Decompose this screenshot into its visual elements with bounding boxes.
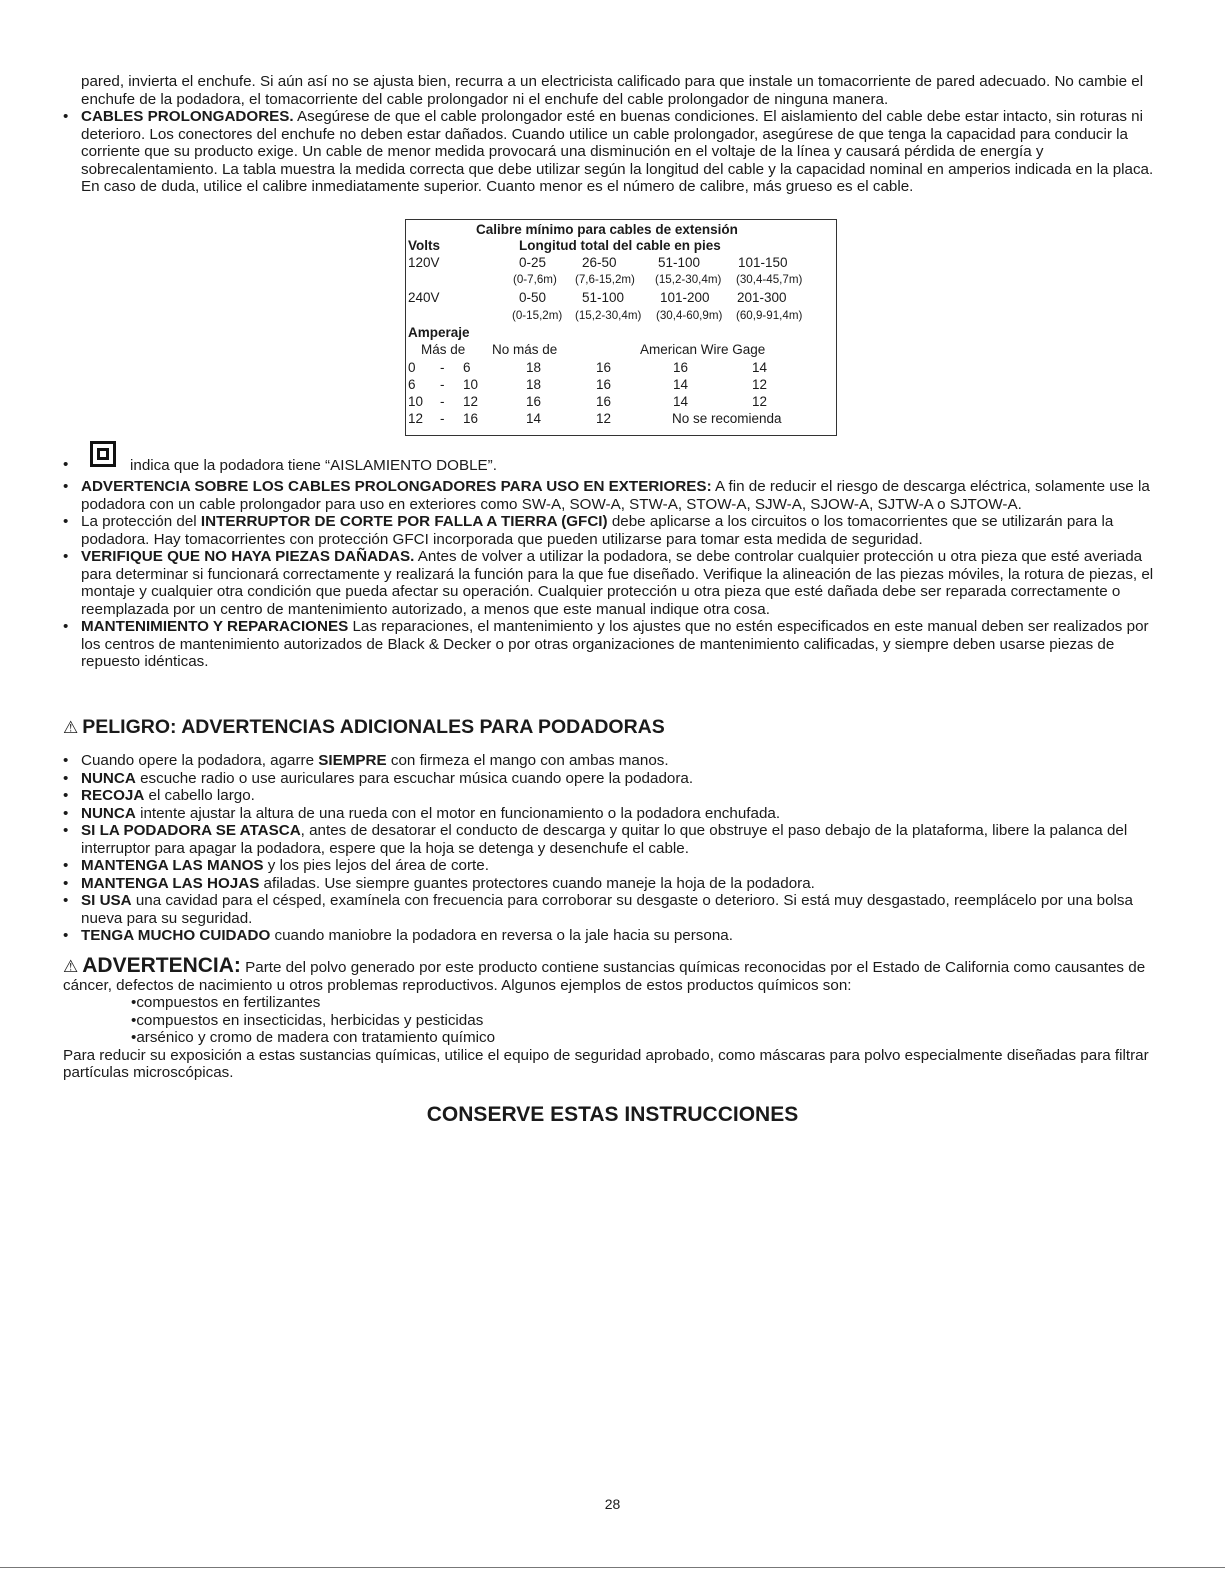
list-item: • NUNCA intente ajustar la altura de una rueda con el motor en funcionamiento o la podadora enchufada. [63, 805, 1166, 823]
table-cell: - [440, 411, 445, 426]
table-cell: 101-150 [738, 255, 788, 270]
table-cell: 18 [526, 360, 542, 375]
table-cell: (0-15,2m) [512, 309, 563, 322]
cables-bullet [63, 108, 1166, 196]
bullet-dot: • [63, 456, 69, 473]
table-cell: 12 [408, 411, 424, 426]
table-cell: 16 [596, 360, 612, 375]
table-cell: 201-300 [737, 290, 787, 305]
intro-paragraph: pared, invierta el enchufe. Si aún así no se ajusta bien, recurra a un electricista calificado para que instale un tomacorriente de pared adecuado. No cambie el enchufe de la podadora, el tomacorriente del cable prolongador ni el enchufe del cable prolongador de ninguna manera. [81, 73, 1144, 108]
volts-label: Volts [408, 238, 441, 253]
length-label: Longitud total del cable en pies [519, 238, 721, 253]
table-cell: 14 [526, 411, 542, 426]
advertencia-closing: Para reducir su exposición a estas sustancias químicas, utilice el equipo de seguridad aprobado, como máscaras para polvo especialmente diseñadas para filtrar partículas microscópicas. [63, 1046, 1149, 1081]
table-cell: (60,9-91,4m) [736, 309, 803, 322]
table-cell: - [440, 394, 445, 409]
table-cell: 16 [526, 394, 542, 409]
v120-label: 120V [408, 255, 440, 270]
table-cell: 14 [673, 394, 689, 409]
double-insulation-text: indica que la podadora tiene “AISLAMIENTO DOBLE”. [130, 457, 497, 474]
table-cell: 14 [752, 360, 768, 375]
table-title: Calibre mínimo para cables de extensión [476, 222, 738, 237]
table-cell: 0 [408, 360, 416, 375]
table-cell: 16 [673, 360, 689, 375]
table-cell: (0-7,6m) [513, 273, 557, 286]
list-item: • arsénico y cromo de madera con tratamiento químico [131, 1029, 1173, 1047]
list-item: • compuestos en insecticidas, herbicidas y pesticidas [131, 1012, 1173, 1030]
table-cell: (15,2-30,4m) [655, 273, 722, 286]
mas-de-header: Más de [421, 342, 466, 357]
list-item: • NUNCA escuche radio o use auriculares para escuchar música cuando opere la podadora. [63, 770, 1166, 788]
table-cell: 26-50 [582, 255, 617, 270]
v240-label: 240V [408, 290, 440, 305]
table-cell: 16 [596, 394, 612, 409]
cables-text: Asegúrese de que el cable prolongador esté en buenas condiciones. El aislamiento del cable debe estar intacto, sin roturas ni deterioro. Los conectores del enchufe no deben estar dañados. Cuando utilice un cable prolongador, asegúrese de que tenga la capacidad para conducir la corriente que su producto exige. Un cable de menor medida provocará una disminución en el voltaje de la línea y causará pérdida de energía y sobrecalentamiento. La tabla muestra la medida correcta que debe utilizar según la longitud del cable y la capacidad nominal en amperios indicada en la placa. En caso de duda, utilice el calibre inmediatamente superior. Cuanto menor es el número de calibre, más grueso es el cable. [81, 108, 1154, 195]
table-cell: 12 [463, 394, 479, 409]
advertencia-title: ADVERTENCIA: [82, 954, 241, 977]
conserve-heading: CONSERVE ESTAS INSTRUCCIONES [426, 1103, 799, 1126]
table-cell: 12 [752, 377, 768, 392]
amperage-label: Amperaje [408, 325, 470, 340]
table-cell: (15,2-30,4m) [575, 309, 642, 322]
double-insulation-icon [90, 441, 116, 467]
table-cell: 6 [463, 360, 471, 375]
list-item: • RECOJA el cabello largo. [63, 787, 1166, 805]
list-item: • SI LA PODADORA SE ATASCA, antes de desatorar el conducto de descarga y quitar lo que obstruye el paso debajo de la plataforma, libere la palanca del interruptor para apagar la podadora, espere que la hoja se detenga y desenchufe el cable. [63, 822, 1166, 857]
page-number: 28 [604, 1496, 621, 1512]
warning-icon: ⚠ [63, 718, 79, 737]
table-cell: (30,4-60,9m) [656, 309, 723, 322]
california-warning [63, 954, 1173, 1082]
table-cell: 0-25 [519, 255, 547, 270]
cables-lead: CABLES PROLONGADORES. [81, 108, 294, 125]
awg-header: American Wire Gage [640, 342, 766, 357]
list-item: • MANTENGA LAS HOJAS afiladas. Use siempre guantes protectores cuando maneje la hoja de la podadora. [63, 875, 1166, 893]
table-cell: 12 [596, 411, 612, 426]
table-cell: (30,4-45,7m) [736, 273, 803, 286]
mower-warnings [63, 752, 1166, 945]
table-cell: 51-100 [658, 255, 701, 270]
table-cell: - [440, 360, 445, 375]
safety-bullets [63, 478, 1166, 671]
table-cell: No se recomienda [672, 411, 782, 426]
list-item: • SI USA una cavidad para el césped, examínela con frecuencia para corroborar su desgaste o deterioro. Si está muy desgastado, reemplácelo por una bolsa nueva para su seguridad. [63, 892, 1166, 927]
table-cell: 10 [463, 377, 479, 392]
advertencia-text: Parte del polvo generado por este producto contiene sustancias químicas reconocidas por el Estado de California como causantes de cáncer, defectos de nacimiento u otros problemas reproductivos. Algunos ejemplos de estos productos químicos son: [63, 959, 1146, 994]
bottom-divider [0, 1567, 1225, 1568]
table-cell: 16 [463, 411, 479, 426]
table-cell: 10 [408, 394, 424, 409]
list-item: • MANTENIMIENTO Y REPARACIONES Las reparaciones, el mantenimiento y los ajustes que no estén especificados en este manual deben ser realizados por los centros de mantenimiento autorizados de Black & Decker o por otras organizaciones de mantenimiento calificadas, y siempre deben usarse piezas de repuesto idénticas. [63, 618, 1166, 671]
table-cell: 18 [526, 377, 542, 392]
list-item: • TENGA MUCHO CUIDADO cuando maniobre la podadora en reversa o la jale hacia su persona. [63, 927, 1166, 945]
table-cell: 16 [596, 377, 612, 392]
extension-cord-table [405, 219, 837, 436]
warning-icon: ⚠ [63, 957, 79, 976]
table-cell: 14 [673, 377, 689, 392]
no-mas-de-header: No más de [492, 342, 558, 357]
table-cell: 51-100 [582, 290, 625, 305]
list-item: • VERIFIQUE QUE NO HAYA PIEZAS DAÑADAS. Antes de volver a utilizar la podadora, se debe controlar cualquier protección u otra pieza que esté averiada para determinar si funcionará correctamente y realizará la función para la que fue diseñado. Verifique la alineación de las piezas móviles, la rotura de piezas, el montaje y cualquier otra condición que pueda afectar su operación. Cualquier protección u otra pieza que esté dañada debe ser reparada correctamente o reemplazada por un centro de mantenimiento autorizado, a menos que este manual indique otra cosa. [63, 548, 1166, 618]
peligro-heading [63, 716, 665, 739]
list-item: • Cuando opere la podadora, agarre SIEMPRE con firmeza el mango con ambas manos. [63, 752, 1166, 770]
table-cell: (7,6-15,2m) [575, 273, 635, 286]
table-cell: - [440, 377, 445, 392]
list-item: • La protección del INTERRUPTOR DE CORTE POR FALLA A TIERRA (GFCI) debe aplicarse a los circuitos o los tomacorrientes que se utilizarán para la podadora. Hay tomacorrientes con protección GFCI incorporada que pueden utilizarse para tomar esta medida de seguridad. [63, 513, 1166, 548]
list-item: • MANTENGA LAS MANOS y los pies lejos del área de corte. [63, 857, 1166, 875]
table-cell: 0-50 [519, 290, 547, 305]
table-cell: 12 [752, 394, 768, 409]
table-cell: 101-200 [660, 290, 710, 305]
peligro-title: PELIGRO: ADVERTENCIAS ADICIONALES PARA PODADORAS [82, 716, 665, 738]
table-cell: 6 [408, 377, 416, 392]
list-item: • compuestos en fertilizantes [131, 994, 1173, 1012]
cables-section [63, 108, 1166, 196]
list-item: • ADVERTENCIA SOBRE LOS CABLES PROLONGADORES PARA USO EN EXTERIORES: A fin de reducir el riesgo de descarga eléctrica, solamente use la podadora con un cable prolongador para uso en exteriores como SW-A, SOW-A, STW-A, STOW-A, SJW-A, SJOW-A, SJTW-A o SJTOW-A. [63, 478, 1166, 513]
